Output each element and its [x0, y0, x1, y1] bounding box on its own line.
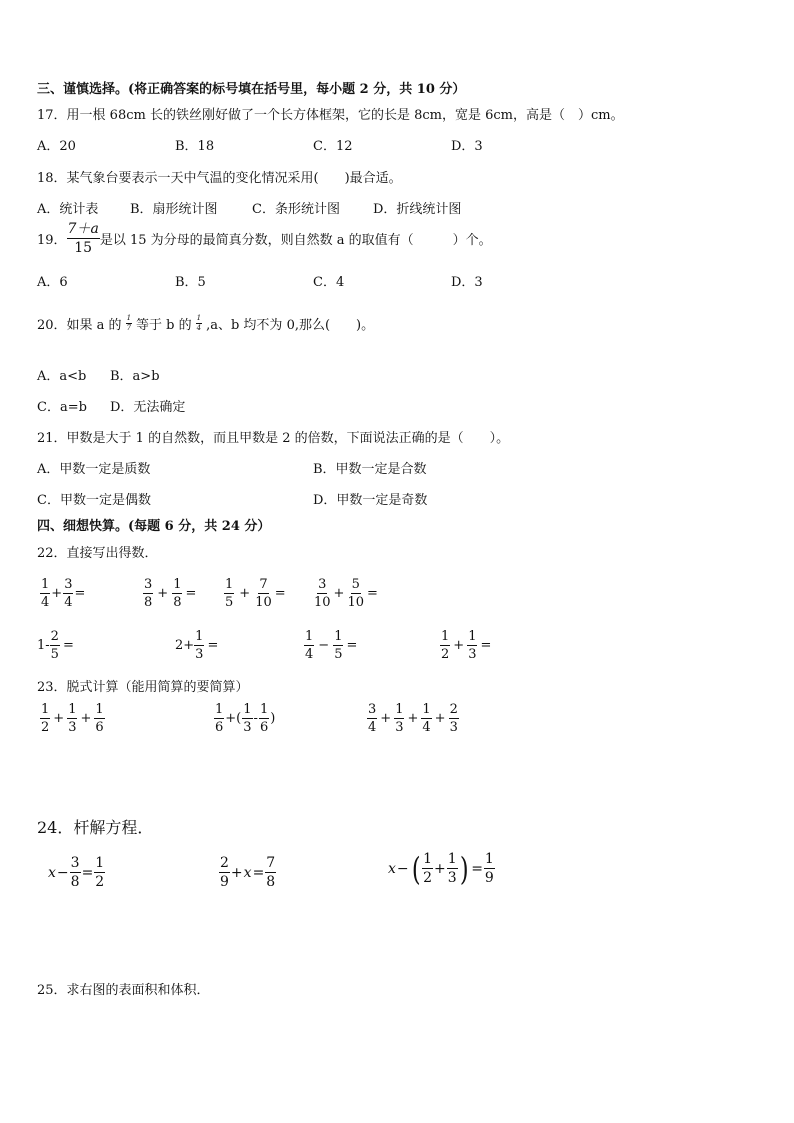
denominator: 4 — [41, 595, 50, 610]
q20-option-b: B．a>b — [110, 369, 160, 384]
denominator: 8 — [144, 595, 153, 610]
operator: + — [434, 860, 446, 877]
numerator: 1 — [468, 629, 477, 644]
equals-sign: = — [62, 638, 74, 653]
fraction — [304, 630, 314, 661]
fraction — [194, 630, 204, 661]
denominator: 5 — [334, 647, 343, 662]
numerator: 1 — [68, 702, 77, 717]
q18-stem: 18．某气象台要表示一天中气温的变化情况采用( )最合适。 — [37, 171, 402, 186]
denominator: 10 — [255, 595, 272, 610]
q20-fraction-2-numerator: 1 — [196, 314, 202, 322]
numerator: 1 — [95, 702, 104, 717]
fraction — [259, 703, 269, 734]
q18-option-c: C．条形统计图 — [252, 202, 340, 217]
variable-x: x — [243, 864, 252, 881]
q18-option-d: D．折线统计图 — [373, 202, 462, 217]
denominator: 2 — [423, 870, 433, 886]
numerator: 1 — [41, 702, 50, 717]
numerator: 7 — [266, 855, 276, 871]
operator: + — [239, 586, 251, 601]
numerator: 2 — [449, 702, 458, 717]
fraction — [63, 578, 73, 609]
fraction — [214, 703, 224, 734]
operator: + — [453, 638, 465, 653]
q22-expr-3 — [224, 578, 289, 609]
numerator: 3 — [368, 702, 377, 717]
q18-option-a: A．统计表 — [37, 202, 99, 217]
q22-expr-4 — [314, 578, 381, 609]
fraction — [50, 630, 60, 661]
q19-option-c: C．4 — [313, 275, 345, 290]
variable-x: x — [48, 864, 56, 881]
q24-stem: 24．杆解方程． — [37, 818, 154, 837]
equals-sign: = — [207, 638, 219, 653]
fraction — [255, 578, 272, 609]
fraction — [219, 856, 230, 889]
q20-stem — [37, 314, 374, 333]
q21-option-a: A．甲数一定是质数 — [37, 462, 151, 477]
q22-expr-6 — [175, 630, 221, 661]
numerator: 1 — [215, 702, 224, 717]
q20-fraction-1-denominator: 7 — [126, 324, 132, 332]
fraction — [242, 703, 252, 734]
operator: + — [380, 711, 392, 726]
q20-fraction-2 — [196, 315, 202, 332]
fraction — [265, 856, 276, 889]
denominator: 3 — [68, 720, 77, 735]
equals-sign: = — [367, 586, 378, 601]
fraction — [347, 578, 364, 609]
denominator: 6 — [95, 720, 104, 735]
q22-expr-8 — [440, 630, 494, 661]
q19-option-d: D．3 — [451, 275, 483, 290]
numerator: 7 — [259, 577, 268, 592]
equals-sign: = — [185, 586, 197, 601]
numerator: 1 — [95, 855, 105, 871]
fraction — [440, 630, 450, 661]
q19-fraction — [67, 222, 100, 255]
equals-sign: = — [274, 586, 286, 601]
q24-equation-2 — [219, 856, 276, 889]
denominator: 6 — [259, 720, 269, 735]
q22-expr-5 — [37, 630, 77, 661]
operator: +( — [225, 711, 242, 726]
equals-sign: = — [480, 638, 492, 653]
denominator: 3 — [243, 720, 252, 735]
denominator: 2 — [41, 720, 50, 735]
denominator: 4 — [64, 595, 73, 610]
fraction — [224, 578, 234, 609]
close-paren: ) — [270, 711, 276, 726]
q22-expr-1 — [40, 578, 86, 609]
q22-expr-2 — [143, 578, 199, 609]
section3-heading: 三、谨慎选择。(将正确答案的标号填在括号里，每小题 2 分，共 10 分） — [37, 82, 466, 97]
numerator: 1 — [447, 851, 457, 867]
variable-x: x — [388, 860, 396, 877]
fraction — [394, 703, 404, 734]
fraction — [40, 578, 50, 609]
denominator: 3 — [447, 870, 457, 886]
q17-option-d: D．3 — [451, 139, 483, 154]
numerator: 1 — [305, 629, 314, 644]
equals-sign: = — [346, 638, 358, 653]
operator: − — [56, 864, 69, 881]
q23-expr-3 — [367, 703, 459, 734]
denominator: 10 — [314, 595, 331, 610]
right-paren: ) — [459, 849, 469, 888]
denominator: 9 — [220, 874, 229, 890]
operator: + — [333, 586, 345, 601]
numerator: 3 — [64, 577, 73, 592]
denominator: 4 — [305, 647, 314, 662]
q24-equation-1 — [48, 856, 105, 889]
fraction — [70, 856, 81, 889]
denominator: 3 — [449, 720, 458, 735]
denominator: 2 — [441, 647, 450, 662]
fraction — [67, 703, 77, 734]
q19-stem-text: 是以 15 为分母的最简真分数，则自然数 a 的取值有（ ）个。 — [99, 233, 492, 248]
q21-stem: 21．甲数是大于 1 的自然数，而且甲数是 2 的倍数，下面说法正确的是（ ）。 — [37, 431, 510, 446]
denominator: 5 — [225, 595, 234, 610]
numerator: 1 — [243, 702, 252, 717]
section4-heading: 四、细想快算。(每题 6 分，共 24 分） — [37, 519, 271, 534]
fraction — [447, 852, 458, 885]
q25-stem: 25．求右图的表面积和体积． — [37, 983, 210, 998]
denominator: 9 — [484, 870, 494, 886]
operator: + — [407, 711, 419, 726]
fraction — [94, 856, 105, 889]
q19-option-b: B．5 — [175, 275, 206, 290]
fraction — [367, 703, 377, 734]
q21-option-b: B．甲数一定是合数 — [313, 462, 427, 477]
numerator: 3 — [318, 577, 327, 592]
fraction — [40, 703, 50, 734]
denominator: 3 — [395, 720, 404, 735]
operator: + — [80, 711, 92, 726]
q22-stem: 22．直接写出得数． — [37, 546, 158, 561]
q20-fraction-1-numerator: 1 — [126, 314, 132, 322]
numerator: 1 — [195, 629, 204, 644]
q21-option-c: C．甲数一定是偶数 — [37, 493, 151, 508]
numerator: 1 — [334, 629, 343, 644]
numerator: 1 — [395, 702, 404, 717]
numerator: 1 — [422, 702, 431, 717]
equals-sign: = — [74, 586, 86, 601]
denominator: 3 — [195, 647, 204, 662]
q20-fraction-2-denominator: 4 — [196, 324, 202, 332]
q17-option-a: A．20 — [37, 139, 76, 154]
left-paren: ( — [411, 849, 421, 888]
operator: − — [396, 860, 409, 877]
q19-option-a: A．6 — [37, 275, 68, 290]
q20-option-d: D．无法确定 — [110, 400, 186, 415]
operator: + — [51, 586, 63, 601]
q18-option-b: B．扇形统计图 — [130, 202, 218, 217]
denominator: 5 — [50, 647, 59, 662]
prefix: 1- — [37, 638, 50, 653]
fraction — [467, 630, 477, 661]
q17-stem: 17．用一根 68cm 长的铁丝刚好做了一个长方体框架，它的长是 8cm，宽是 6cm，高是（ ）cm。 — [37, 108, 624, 123]
operator: + — [53, 711, 65, 726]
operator: + — [157, 586, 169, 601]
fraction — [94, 703, 104, 734]
fraction — [484, 852, 495, 885]
numerator: 1 — [173, 577, 182, 592]
equals-sign: = — [471, 860, 483, 877]
numerator: 2 — [220, 855, 229, 871]
q24-equation-3 — [388, 849, 495, 888]
denominator: 2 — [95, 874, 105, 890]
fraction — [314, 578, 331, 609]
numerator: 1 — [441, 629, 450, 644]
operator: + — [230, 864, 243, 881]
operator: - — [253, 711, 258, 726]
prefix: 2+ — [175, 638, 195, 653]
q20-option-a: A．a<b — [37, 369, 87, 384]
q19-stem — [37, 222, 492, 255]
denominator: 4 — [368, 720, 377, 735]
q20-text-2: 等于 b 的 — [136, 318, 192, 333]
operator: + — [434, 711, 446, 726]
numerator: 1 — [423, 851, 433, 867]
numerator: 1 — [41, 577, 50, 592]
operator: − — [318, 638, 330, 653]
q22-expr-7 — [304, 630, 360, 661]
q17-option-c: C．12 — [313, 139, 353, 154]
numerator: 1 — [225, 577, 234, 592]
fraction — [421, 703, 431, 734]
q19-fraction-numerator: 7＋a — [67, 221, 99, 237]
q17-option-b: B．18 — [175, 139, 215, 154]
q20-text-1: 20．如果 a 的 — [37, 318, 122, 333]
denominator: 4 — [422, 720, 431, 735]
numerator: 3 — [70, 855, 80, 871]
q23-expr-1 — [40, 703, 105, 734]
q19-number: 19． — [37, 233, 67, 248]
denominator: 8 — [70, 874, 80, 890]
q21-option-d: D．甲数一定是奇数 — [313, 493, 428, 508]
equals-sign: = — [81, 864, 94, 881]
q23-expr-2 — [214, 703, 276, 734]
denominator: 10 — [347, 595, 364, 610]
denominator: 3 — [468, 647, 477, 662]
fraction — [422, 852, 433, 885]
q20-text-3: ,a、b 均不为 0,那么( )。 — [206, 318, 375, 333]
denominator: 8 — [266, 874, 276, 890]
numerator: 3 — [144, 577, 153, 592]
numerator: 1 — [484, 851, 494, 867]
fraction — [449, 703, 459, 734]
numerator: 2 — [50, 629, 59, 644]
denominator: 6 — [215, 720, 224, 735]
numerator: 5 — [351, 577, 360, 592]
q20-fraction-1 — [126, 315, 132, 332]
fraction — [333, 630, 343, 661]
equals-sign: = — [252, 864, 265, 881]
denominator: 8 — [173, 595, 182, 610]
fraction — [143, 578, 153, 609]
q20-option-c: C．a=b — [37, 400, 87, 415]
q19-fraction-denominator: 15 — [74, 240, 93, 256]
fraction — [172, 578, 182, 609]
q23-stem: 23．脱式计算（能用简算的要简算） — [37, 680, 249, 695]
numerator: 1 — [259, 702, 269, 717]
